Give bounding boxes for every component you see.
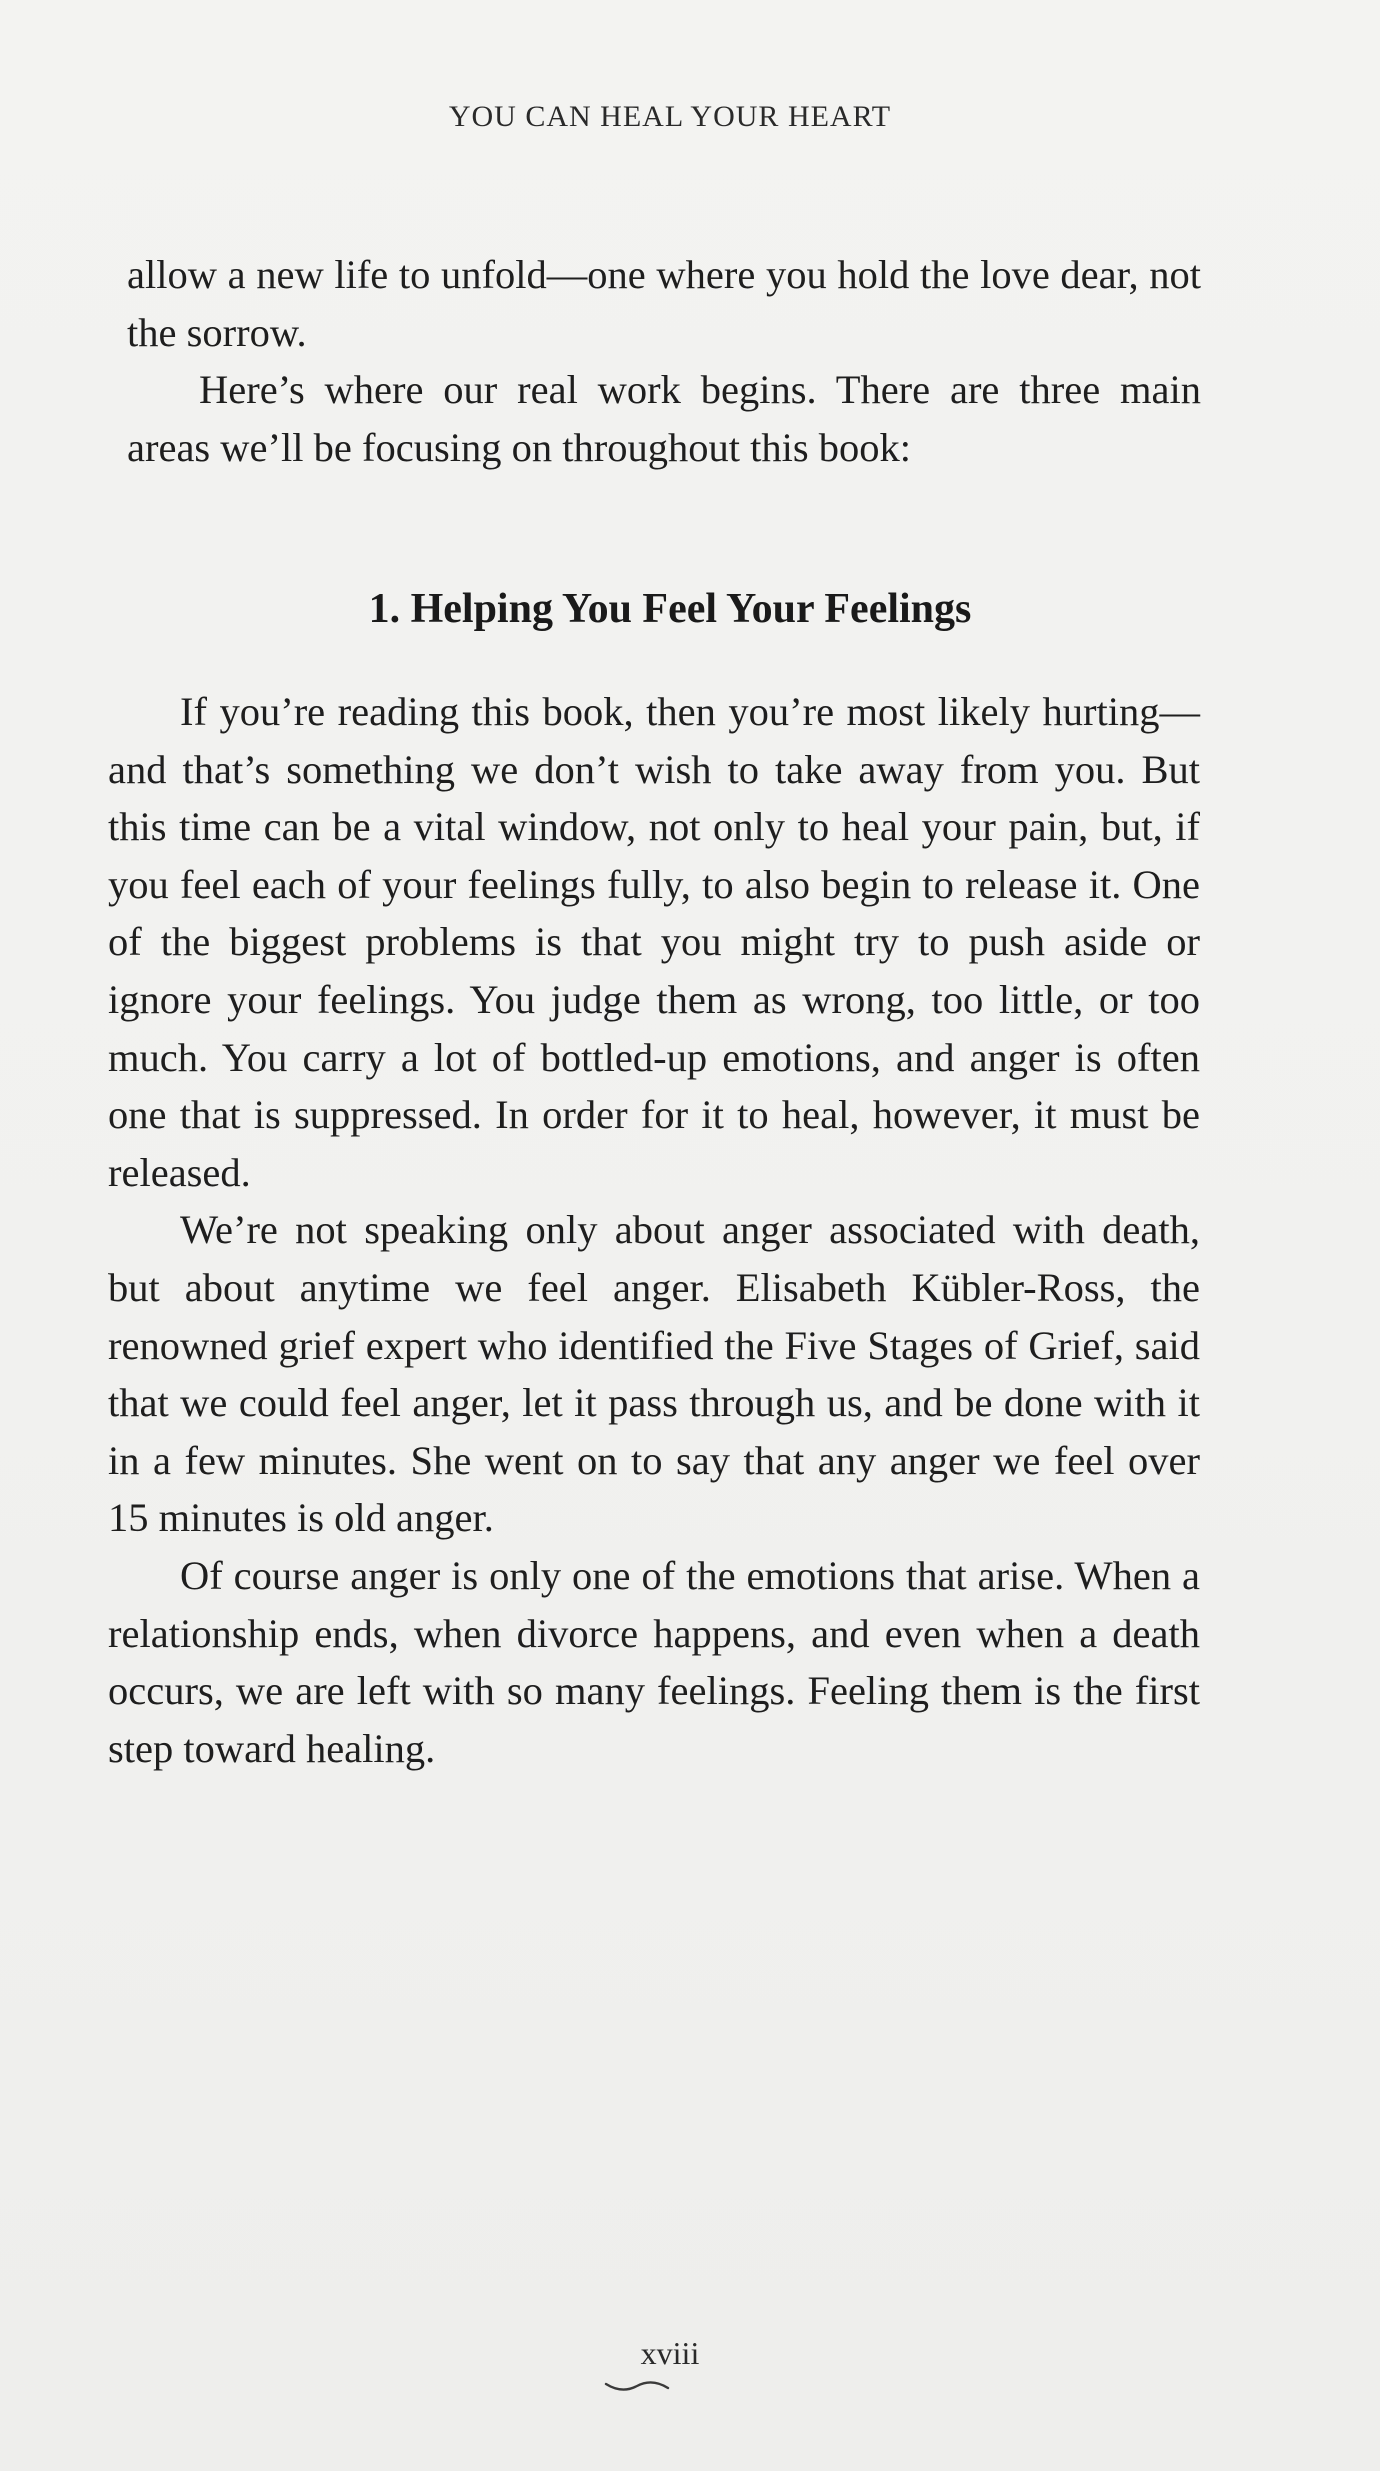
running-head: YOU CAN HEAL YOUR HEART xyxy=(448,100,892,133)
section-text-block xyxy=(108,683,1200,1777)
paragraph: Here’s where our real work begins. There are three main areas we’ll be focusing on throughout this book: xyxy=(127,367,1201,470)
paragraph: If you’re reading this book, then you’re most likely hurting—and that’s something we don’t wish to take away from you. But this time can be a vital window, not only to heal your pain, but, if you feel each of your feelings fully, to also begin to release it. One of the biggest problems is that you might try to push aside or ignore your feelings. You judge them as wrong, too little, or too much. You carry a lot of bottled-up emotions, and anger is often one that is suppressed. In order for it to heal, however, it must be released. xyxy=(108,689,1200,1195)
paragraph: Of course anger is only one of the emotions that arise. When a relationship ends, when divorce happens, and even when a death occurs, we are left with so many feelings. Feeling them is the first step toward healing. xyxy=(108,1552,1200,1771)
opening-text-block xyxy=(127,246,1201,476)
paragraph: We’re not speaking only about anger associated with death, but about anytime we feel anger. Elisabeth Kübler-Ross, the renowned grief expert who identified the Five Stages of Grief, said that we could feel anger, let it pass through us, and be done with it in a few minutes. She went on to say that any anger we feel over 15 minutes is old anger. xyxy=(108,1207,1200,1541)
paragraph: allow a new life to unfold—one where you hold the love dear, not the sorrow. xyxy=(127,252,1201,355)
section-heading: 1. Helping You Feel Your Feelings xyxy=(368,586,972,632)
flourish-ornament-icon xyxy=(602,2376,672,2396)
page-number: xviii xyxy=(640,2335,700,2371)
